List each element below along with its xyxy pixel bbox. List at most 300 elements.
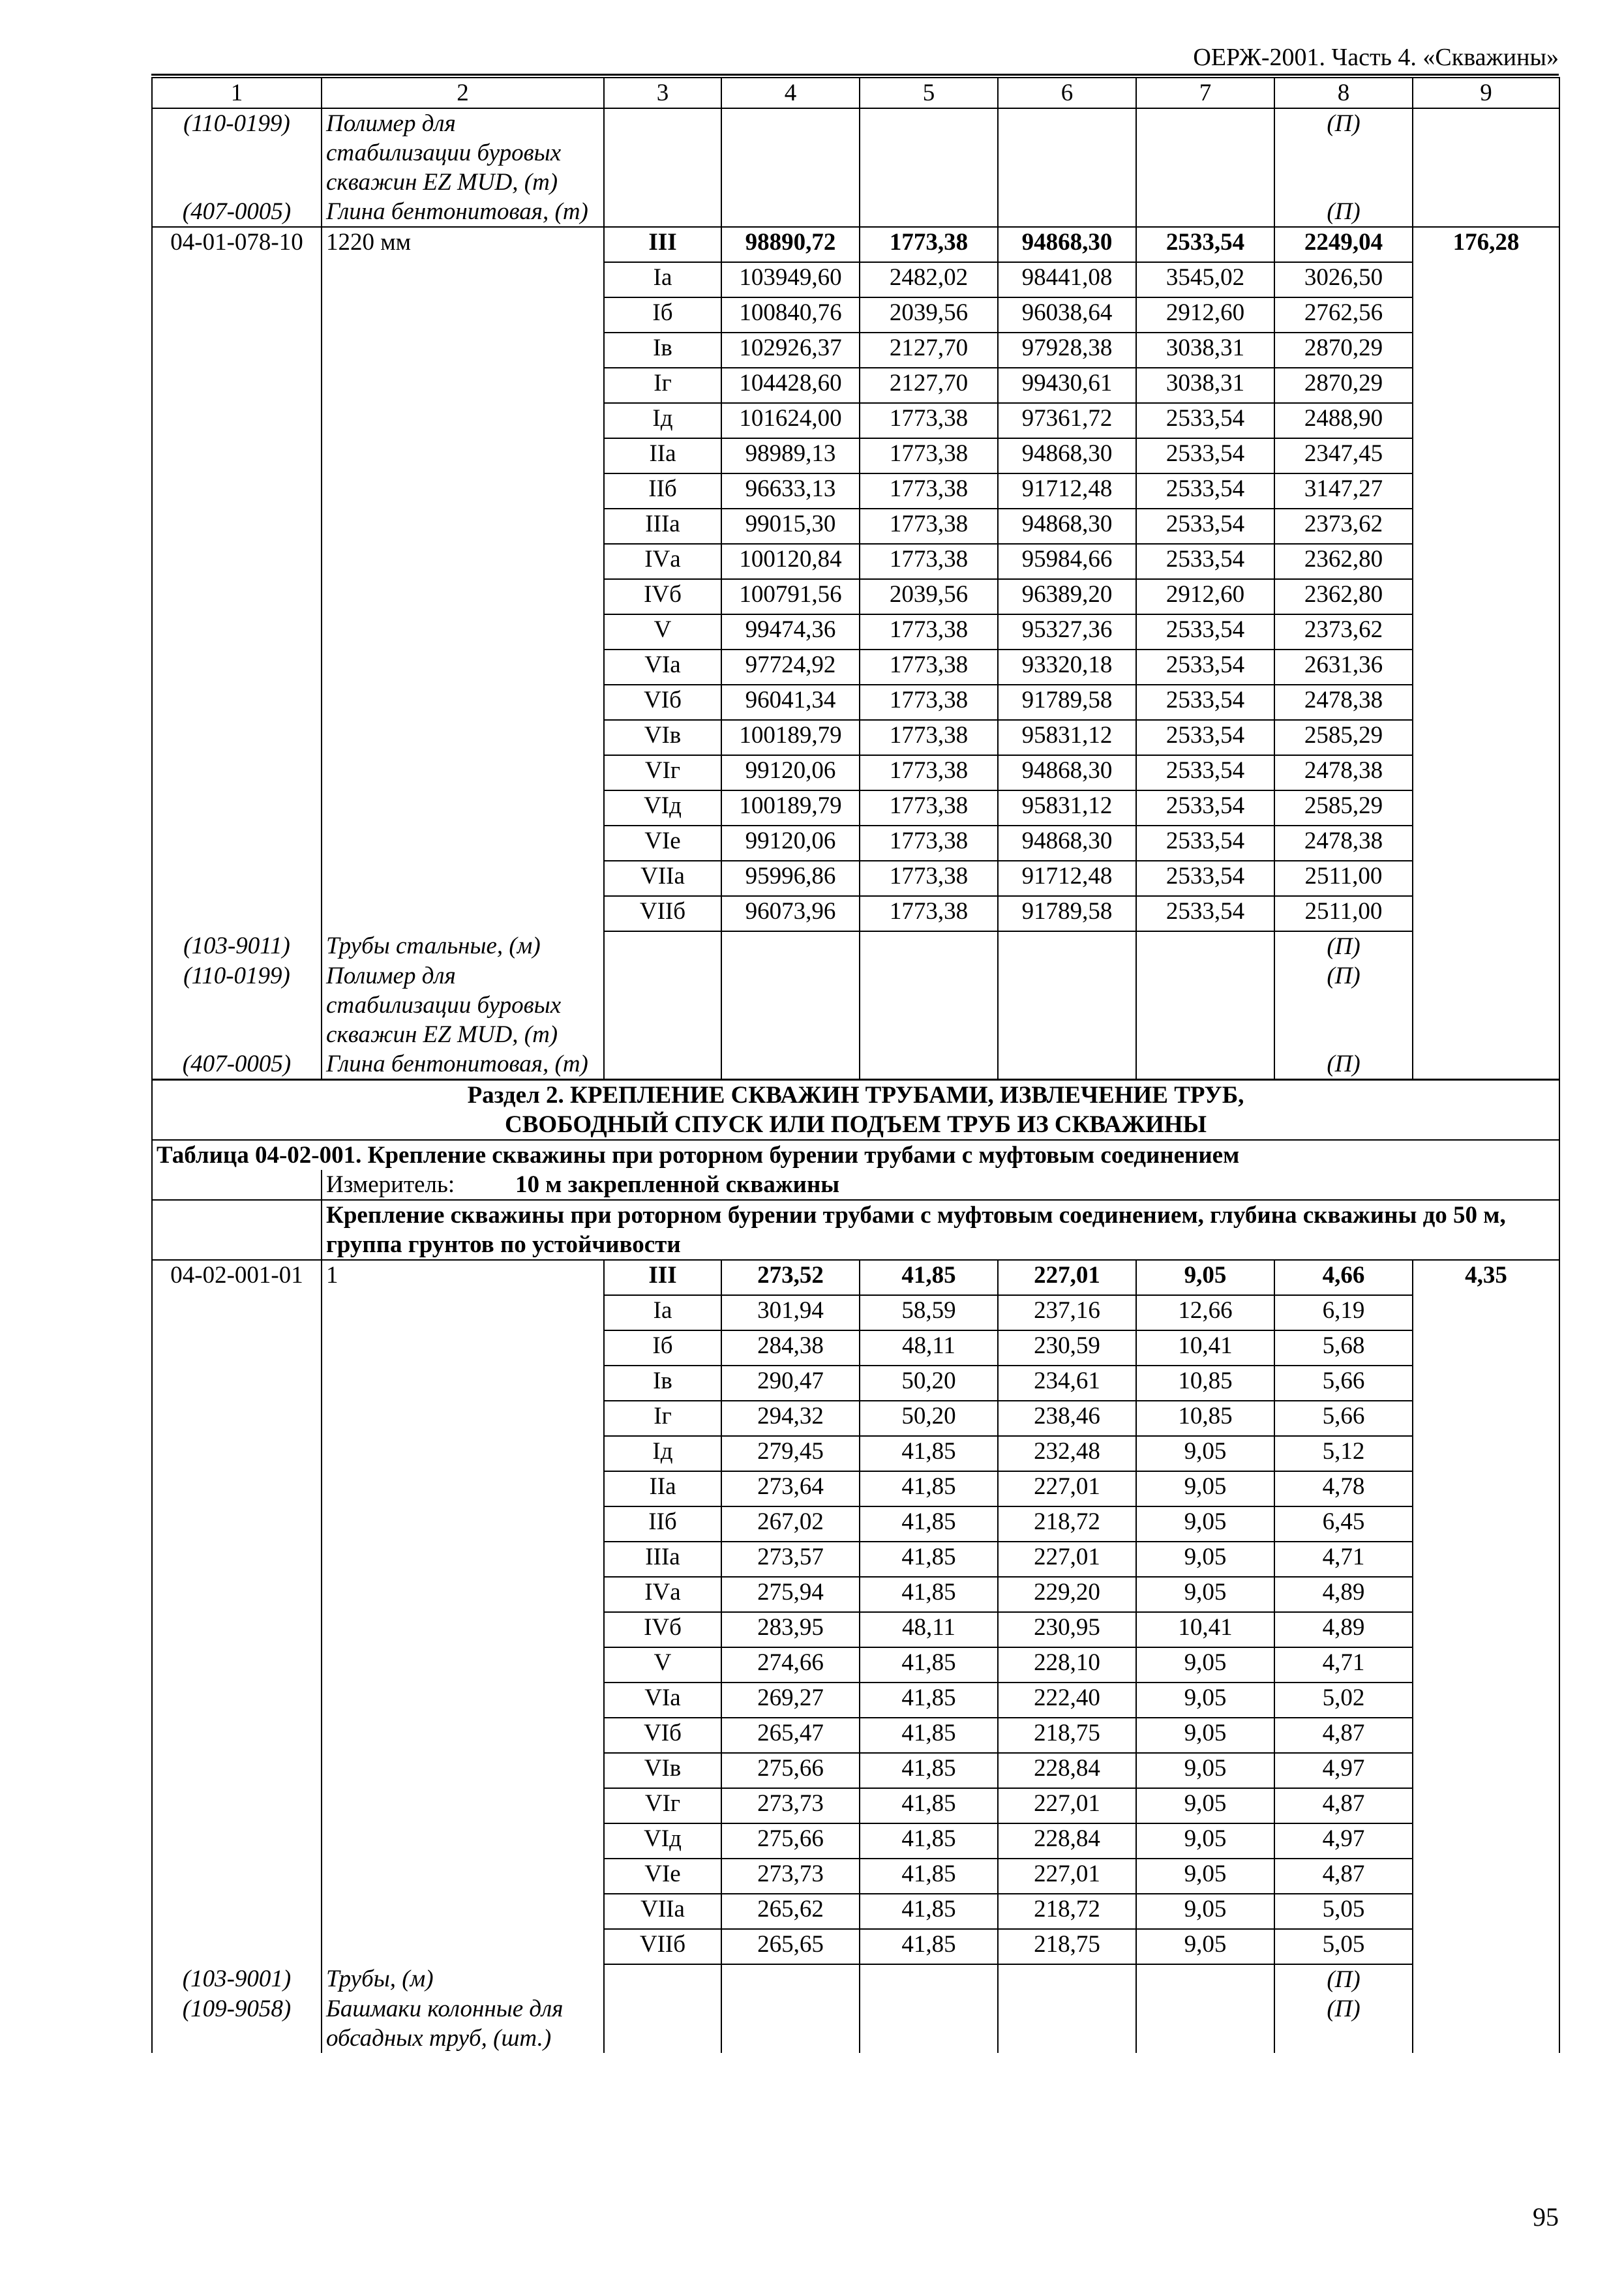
value-cell: 2478,38 xyxy=(1274,685,1413,720)
zone-cell: VIв xyxy=(604,720,721,755)
table-title: Таблица 04-02-001. Крепление скважины при роторном бурении трубами с муфтовым соединением xyxy=(152,1140,1559,1170)
value-cell: 4,89 xyxy=(1274,1612,1413,1647)
value-cell: 3038,31 xyxy=(1136,333,1274,368)
zone-cell: IVа xyxy=(604,1577,721,1612)
empty-cell xyxy=(998,1049,1136,1080)
labor-value: 4,35 xyxy=(1413,1260,1559,1964)
value-cell: 265,47 xyxy=(721,1718,860,1753)
measure-row xyxy=(152,1170,1559,1200)
value-cell: 9,05 xyxy=(1136,1647,1274,1683)
material-mark: (П) xyxy=(1274,961,1413,1049)
empty-cell xyxy=(860,1994,998,2053)
value-cell: 232,48 xyxy=(998,1436,1136,1471)
zone-cell: IVа xyxy=(604,544,721,579)
value-cell: 99430,61 xyxy=(998,368,1136,403)
value-cell: 41,85 xyxy=(860,1683,998,1718)
value-cell: 100840,76 xyxy=(721,297,860,333)
value-cell: 102926,37 xyxy=(721,333,860,368)
material-code: (109-9058) xyxy=(152,1994,322,2053)
value-cell: 95831,12 xyxy=(998,790,1136,826)
value-cell: 237,16 xyxy=(998,1295,1136,1330)
empty-cell xyxy=(604,1964,721,1994)
value-cell: 2478,38 xyxy=(1274,755,1413,790)
zone-cell: VIIб xyxy=(604,896,721,931)
value-cell: 94868,30 xyxy=(998,755,1136,790)
column-number: 4 xyxy=(721,78,860,108)
value-cell: 2533,54 xyxy=(1136,544,1274,579)
value-cell: 3147,27 xyxy=(1274,473,1413,509)
value-cell: 3026,50 xyxy=(1274,262,1413,297)
empty-cell xyxy=(1413,108,1559,197)
value-cell: 1773,38 xyxy=(860,614,998,650)
table-title-row xyxy=(152,1140,1559,1170)
zone-cell: VIе xyxy=(604,1859,721,1894)
zone-cell: III xyxy=(604,227,721,262)
value-cell: 1773,38 xyxy=(860,650,998,685)
material-mark: (П) xyxy=(1274,197,1413,227)
value-cell: 5,66 xyxy=(1274,1401,1413,1436)
zone-cell: Iа xyxy=(604,262,721,297)
empty-cell xyxy=(152,1170,322,1200)
zone-cell: IIIа xyxy=(604,509,721,544)
column-number: 1 xyxy=(152,78,322,108)
value-cell: 218,72 xyxy=(998,1506,1136,1542)
value-cell: 97724,92 xyxy=(721,650,860,685)
value-cell: 1773,38 xyxy=(860,720,998,755)
value-cell: 2533,54 xyxy=(1136,650,1274,685)
value-cell: 238,46 xyxy=(998,1401,1136,1436)
value-cell: 274,66 xyxy=(721,1647,860,1683)
value-cell: 6,45 xyxy=(1274,1506,1413,1542)
value-cell: 227,01 xyxy=(998,1788,1136,1823)
zone-cell: Iв xyxy=(604,333,721,368)
value-cell: 9,05 xyxy=(1136,1436,1274,1471)
value-cell: 2039,56 xyxy=(860,579,998,614)
value-cell: 2482,02 xyxy=(860,262,998,297)
column-number: 5 xyxy=(860,78,998,108)
value-cell: 1773,38 xyxy=(860,685,998,720)
value-cell: 229,20 xyxy=(998,1577,1136,1612)
material-row xyxy=(152,108,1559,197)
column-number: 8 xyxy=(1274,78,1413,108)
zone-cell: Iд xyxy=(604,1436,721,1471)
value-cell: 2533,54 xyxy=(1136,438,1274,473)
measure-label: Измеритель: xyxy=(326,1171,455,1198)
value-cell: 103949,60 xyxy=(721,262,860,297)
column-number: 2 xyxy=(322,78,604,108)
page-header: ОЕРЖ-2001. Часть 4. «Скважины» xyxy=(1193,44,1559,71)
empty-cell xyxy=(1413,961,1559,1049)
value-cell: 58,59 xyxy=(860,1295,998,1330)
value-cell: 99015,30 xyxy=(721,509,860,544)
value-cell: 2870,29 xyxy=(1274,368,1413,403)
empty-cell xyxy=(1136,1964,1274,1994)
value-cell: 275,66 xyxy=(721,1823,860,1859)
material-name: Полимер для стабилизации буровых скважин EZ MUD, (т) xyxy=(322,961,604,1049)
value-cell: 96038,64 xyxy=(998,297,1136,333)
value-cell: 2533,54 xyxy=(1136,473,1274,509)
value-cell: 41,85 xyxy=(860,1542,998,1577)
material-code: (110-0199) xyxy=(152,108,322,197)
value-cell: 4,71 xyxy=(1274,1542,1413,1577)
value-cell: 2373,62 xyxy=(1274,509,1413,544)
value-cell: 100189,79 xyxy=(721,790,860,826)
empty-cell xyxy=(998,961,1136,1049)
empty-cell xyxy=(604,197,721,227)
rate-name: 1220 мм xyxy=(322,227,604,931)
empty-cell xyxy=(1413,931,1559,961)
material-name: Трубы, (м) xyxy=(322,1964,604,1994)
value-cell: 275,94 xyxy=(721,1577,860,1612)
column-number: 7 xyxy=(1136,78,1274,108)
value-cell: 2631,36 xyxy=(1274,650,1413,685)
rate-code: 04-02-001-01 xyxy=(152,1260,322,1964)
value-cell: 5,12 xyxy=(1274,1436,1413,1471)
zone-cell: IVб xyxy=(604,579,721,614)
empty-cell xyxy=(152,1200,322,1260)
empty-cell xyxy=(721,1994,860,2053)
material-row xyxy=(152,197,1559,227)
value-cell: 91712,48 xyxy=(998,473,1136,509)
value-cell: 4,97 xyxy=(1274,1823,1413,1859)
value-cell: 269,27 xyxy=(721,1683,860,1718)
zone-cell: IIб xyxy=(604,473,721,509)
value-cell: 230,95 xyxy=(998,1612,1136,1647)
value-cell: 2533,54 xyxy=(1136,826,1274,861)
value-cell: 228,84 xyxy=(998,1753,1136,1788)
value-cell: 2762,56 xyxy=(1274,297,1413,333)
value-cell: 301,94 xyxy=(721,1295,860,1330)
empty-cell xyxy=(721,1049,860,1080)
value-cell: 9,05 xyxy=(1136,1859,1274,1894)
value-cell: 10,41 xyxy=(1136,1612,1274,1647)
value-cell: 2511,00 xyxy=(1274,861,1413,896)
value-cell: 228,10 xyxy=(998,1647,1136,1683)
value-cell: 6,19 xyxy=(1274,1295,1413,1330)
material-row xyxy=(152,961,1559,1049)
zone-cell: VIд xyxy=(604,790,721,826)
empty-cell xyxy=(721,1964,860,1994)
value-cell: 96041,34 xyxy=(721,685,860,720)
empty-cell xyxy=(998,1964,1136,1994)
zone-cell: VIб xyxy=(604,1718,721,1753)
value-cell: 96633,13 xyxy=(721,473,860,509)
value-cell: 2478,38 xyxy=(1274,826,1413,861)
material-code: (407-0005) xyxy=(152,1049,322,1080)
empty-cell xyxy=(998,108,1136,197)
value-cell: 2039,56 xyxy=(860,297,998,333)
value-cell: 218,72 xyxy=(998,1894,1136,1929)
value-cell: 267,02 xyxy=(721,1506,860,1542)
empty-cell xyxy=(1413,197,1559,227)
value-cell: 284,38 xyxy=(721,1330,860,1366)
value-cell: 3545,02 xyxy=(1136,262,1274,297)
value-cell: 283,95 xyxy=(721,1612,860,1647)
labor-value: 176,28 xyxy=(1413,227,1559,931)
value-cell: 9,05 xyxy=(1136,1577,1274,1612)
empty-cell xyxy=(860,108,998,197)
empty-cell xyxy=(1136,108,1274,197)
value-cell: 2912,60 xyxy=(1136,579,1274,614)
zone-cell: VIв xyxy=(604,1753,721,1788)
empty-cell xyxy=(1136,961,1274,1049)
value-cell: 96073,96 xyxy=(721,896,860,931)
section-title-line: СВОБОДНЫЙ СПУСК ИЛИ ПОДЪЕМ ТРУБ ИЗ СКВАЖИНЫ xyxy=(505,1111,1207,1138)
value-cell: 265,62 xyxy=(721,1894,860,1929)
value-cell: 91789,58 xyxy=(998,896,1136,931)
value-cell: 12,66 xyxy=(1136,1295,1274,1330)
zone-cell: VIг xyxy=(604,1788,721,1823)
material-row xyxy=(152,931,1559,961)
value-cell: 9,05 xyxy=(1136,1683,1274,1718)
value-cell: 10,85 xyxy=(1136,1401,1274,1436)
value-cell: 279,45 xyxy=(721,1436,860,1471)
empty-cell xyxy=(1136,197,1274,227)
value-cell: 9,05 xyxy=(1136,1894,1274,1929)
value-cell: 2347,45 xyxy=(1274,438,1413,473)
material-name: Трубы стальные, (м) xyxy=(322,931,604,961)
value-cell: 9,05 xyxy=(1136,1506,1274,1542)
value-cell: 4,87 xyxy=(1274,1859,1413,1894)
value-cell: 5,02 xyxy=(1274,1683,1413,1718)
material-row xyxy=(152,1049,1559,1080)
empty-cell xyxy=(860,197,998,227)
value-cell: 100791,56 xyxy=(721,579,860,614)
value-cell: 97928,38 xyxy=(998,333,1136,368)
zone-cell: VIа xyxy=(604,650,721,685)
value-cell: 41,85 xyxy=(860,1788,998,1823)
empty-cell xyxy=(1136,931,1274,961)
value-cell: 1773,38 xyxy=(860,790,998,826)
value-cell: 41,85 xyxy=(860,1753,998,1788)
value-cell: 100189,79 xyxy=(721,720,860,755)
material-name: Глина бентонитовая, (т) xyxy=(322,197,604,227)
empty-cell xyxy=(1136,1049,1274,1080)
value-cell: 9,05 xyxy=(1136,1471,1274,1506)
value-cell: 2585,29 xyxy=(1274,790,1413,826)
value-cell: 94868,30 xyxy=(998,438,1136,473)
subtitle-row xyxy=(152,1200,1559,1260)
table-row xyxy=(152,1260,1559,1295)
value-cell: 9,05 xyxy=(1136,1753,1274,1788)
value-cell: 2585,29 xyxy=(1274,720,1413,755)
value-cell: 228,84 xyxy=(998,1823,1136,1859)
measure xyxy=(322,1170,1559,1200)
value-cell: 4,71 xyxy=(1274,1647,1413,1683)
value-cell: 2870,29 xyxy=(1274,333,1413,368)
value-cell: 227,01 xyxy=(998,1859,1136,1894)
header-rule xyxy=(151,74,1559,76)
value-cell: 2533,54 xyxy=(1136,790,1274,826)
value-cell: 2533,54 xyxy=(1136,755,1274,790)
material-code: (407-0005) xyxy=(152,197,322,227)
value-cell: 2362,80 xyxy=(1274,579,1413,614)
value-cell: 98989,13 xyxy=(721,438,860,473)
value-cell: 94868,30 xyxy=(998,227,1136,262)
value-cell: 104428,60 xyxy=(721,368,860,403)
value-cell: 5,05 xyxy=(1274,1929,1413,1964)
value-cell: 2533,54 xyxy=(1136,896,1274,931)
value-cell: 41,85 xyxy=(860,1436,998,1471)
value-cell: 1773,38 xyxy=(860,861,998,896)
value-cell: 218,75 xyxy=(998,1718,1136,1753)
value-cell: 5,66 xyxy=(1274,1366,1413,1401)
empty-cell xyxy=(860,1049,998,1080)
value-cell: 273,52 xyxy=(721,1260,860,1295)
value-cell: 9,05 xyxy=(1136,1718,1274,1753)
value-cell: 2533,54 xyxy=(1136,861,1274,896)
value-cell: 50,20 xyxy=(860,1366,998,1401)
value-cell: 1773,38 xyxy=(860,473,998,509)
material-mark: (П) xyxy=(1274,1964,1413,1994)
value-cell: 50,20 xyxy=(860,1401,998,1436)
empty-cell xyxy=(1413,1994,1559,2053)
value-cell: 222,40 xyxy=(998,1683,1136,1718)
value-cell: 9,05 xyxy=(1136,1929,1274,1964)
column-number: 9 xyxy=(1413,78,1559,108)
value-cell: 91712,48 xyxy=(998,861,1136,896)
value-cell: 3038,31 xyxy=(1136,368,1274,403)
zone-cell: VIд xyxy=(604,1823,721,1859)
zone-cell: VIа xyxy=(604,1683,721,1718)
zone-cell: VIг xyxy=(604,755,721,790)
value-cell: 41,85 xyxy=(860,1823,998,1859)
value-cell: 10,41 xyxy=(1136,1330,1274,1366)
value-cell: 93320,18 xyxy=(998,650,1136,685)
section-heading xyxy=(152,1080,1559,1141)
value-cell: 41,85 xyxy=(860,1506,998,1542)
value-cell: 2533,54 xyxy=(1136,685,1274,720)
page-number: 95 xyxy=(1533,2202,1559,2232)
value-cell: 96389,20 xyxy=(998,579,1136,614)
material-mark: (П) xyxy=(1274,108,1413,197)
table-row xyxy=(152,227,1559,262)
zone-cell: VIIб xyxy=(604,1929,721,1964)
empty-cell xyxy=(998,931,1136,961)
value-cell: 9,05 xyxy=(1136,1788,1274,1823)
value-cell: 1773,38 xyxy=(860,755,998,790)
value-cell: 2373,62 xyxy=(1274,614,1413,650)
column-number: 6 xyxy=(998,78,1136,108)
value-cell: 95984,66 xyxy=(998,544,1136,579)
value-cell: 41,85 xyxy=(860,1894,998,1929)
zone-cell: IVб xyxy=(604,1612,721,1647)
zone-cell: Iв xyxy=(604,1366,721,1401)
value-cell: 227,01 xyxy=(998,1260,1136,1295)
value-cell: 99120,06 xyxy=(721,826,860,861)
zone-cell: VIе xyxy=(604,826,721,861)
zone-cell: IIб xyxy=(604,1506,721,1542)
zone-cell: V xyxy=(604,1647,721,1683)
zone-cell: V xyxy=(604,614,721,650)
material-row xyxy=(152,1994,1559,2053)
empty-cell xyxy=(1136,1994,1274,2053)
value-cell: 273,73 xyxy=(721,1859,860,1894)
norms-table xyxy=(151,77,1560,2053)
zone-cell: Iг xyxy=(604,368,721,403)
zone-cell: IIа xyxy=(604,438,721,473)
value-cell: 41,85 xyxy=(860,1260,998,1295)
value-cell: 41,85 xyxy=(860,1647,998,1683)
zone-cell: Iа xyxy=(604,1295,721,1330)
value-cell: 1773,38 xyxy=(860,438,998,473)
value-cell: 2533,54 xyxy=(1136,720,1274,755)
rate-name: 1 xyxy=(322,1260,604,1964)
zone-cell: VIIа xyxy=(604,861,721,896)
value-cell: 4,87 xyxy=(1274,1718,1413,1753)
value-cell: 100120,84 xyxy=(721,544,860,579)
value-cell: 2249,04 xyxy=(1274,227,1413,262)
value-cell: 4,87 xyxy=(1274,1788,1413,1823)
value-cell: 48,11 xyxy=(860,1612,998,1647)
material-mark: (П) xyxy=(1274,1049,1413,1080)
rate-code: 04-01-078-10 xyxy=(152,227,322,931)
zone-cell: Iд xyxy=(604,403,721,438)
material-name: Глина бентонитовая, (т) xyxy=(322,1049,604,1080)
value-cell: 273,73 xyxy=(721,1788,860,1823)
value-cell: 227,01 xyxy=(998,1542,1136,1577)
material-name: Полимер для стабилизации буровых скважин EZ MUD, (т) xyxy=(322,108,604,197)
empty-cell xyxy=(1413,1049,1559,1080)
empty-cell xyxy=(604,931,721,961)
value-cell: 2127,70 xyxy=(860,368,998,403)
section-title-line: Раздел 2. КРЕПЛЕНИЕ СКВАЖИН ТРУБАМИ, ИЗВЛЕЧЕНИЕ ТРУБ, xyxy=(467,1082,1244,1109)
value-cell: 265,65 xyxy=(721,1929,860,1964)
value-cell: 41,85 xyxy=(860,1929,998,1964)
value-cell: 2362,80 xyxy=(1274,544,1413,579)
material-code: (110-0199) xyxy=(152,961,322,1049)
value-cell: 41,85 xyxy=(860,1718,998,1753)
value-cell: 9,05 xyxy=(1136,1823,1274,1859)
zone-cell: IIа xyxy=(604,1471,721,1506)
value-cell: 41,85 xyxy=(860,1577,998,1612)
value-cell: 48,11 xyxy=(860,1330,998,1366)
value-cell: 94868,30 xyxy=(998,509,1136,544)
zone-cell: IIIа xyxy=(604,1542,721,1577)
empty-cell xyxy=(721,961,860,1049)
table-subtitle: Крепление скважины при роторном бурении трубами с муфтовым соединением, глубина скважины до 50 м, группа грунтов по устойчивости xyxy=(322,1200,1559,1260)
empty-cell xyxy=(604,1049,721,1080)
value-cell: 4,78 xyxy=(1274,1471,1413,1506)
value-cell: 294,32 xyxy=(721,1401,860,1436)
empty-cell xyxy=(604,108,721,197)
value-cell: 2511,00 xyxy=(1274,896,1413,931)
value-cell: 273,57 xyxy=(721,1542,860,1577)
value-cell: 227,01 xyxy=(998,1471,1136,1506)
value-cell: 94868,30 xyxy=(998,826,1136,861)
value-cell: 95831,12 xyxy=(998,720,1136,755)
value-cell: 1773,38 xyxy=(860,509,998,544)
value-cell: 2533,54 xyxy=(1136,227,1274,262)
zone-cell: Iг xyxy=(604,1401,721,1436)
empty-cell xyxy=(604,961,721,1049)
value-cell: 101624,00 xyxy=(721,403,860,438)
zone-cell: Iб xyxy=(604,297,721,333)
value-cell: 5,68 xyxy=(1274,1330,1413,1366)
empty-cell xyxy=(1413,1964,1559,1994)
empty-cell xyxy=(998,1994,1136,2053)
value-cell: 2533,54 xyxy=(1136,403,1274,438)
value-cell: 2533,54 xyxy=(1136,614,1274,650)
value-cell: 95327,36 xyxy=(998,614,1136,650)
zone-cell: Iб xyxy=(604,1330,721,1366)
value-cell: 98890,72 xyxy=(721,227,860,262)
section-title xyxy=(152,1080,1559,1141)
value-cell: 218,75 xyxy=(998,1929,1136,1964)
value-cell: 9,05 xyxy=(1136,1260,1274,1295)
value-cell: 91789,58 xyxy=(998,685,1136,720)
value-cell: 275,66 xyxy=(721,1753,860,1788)
